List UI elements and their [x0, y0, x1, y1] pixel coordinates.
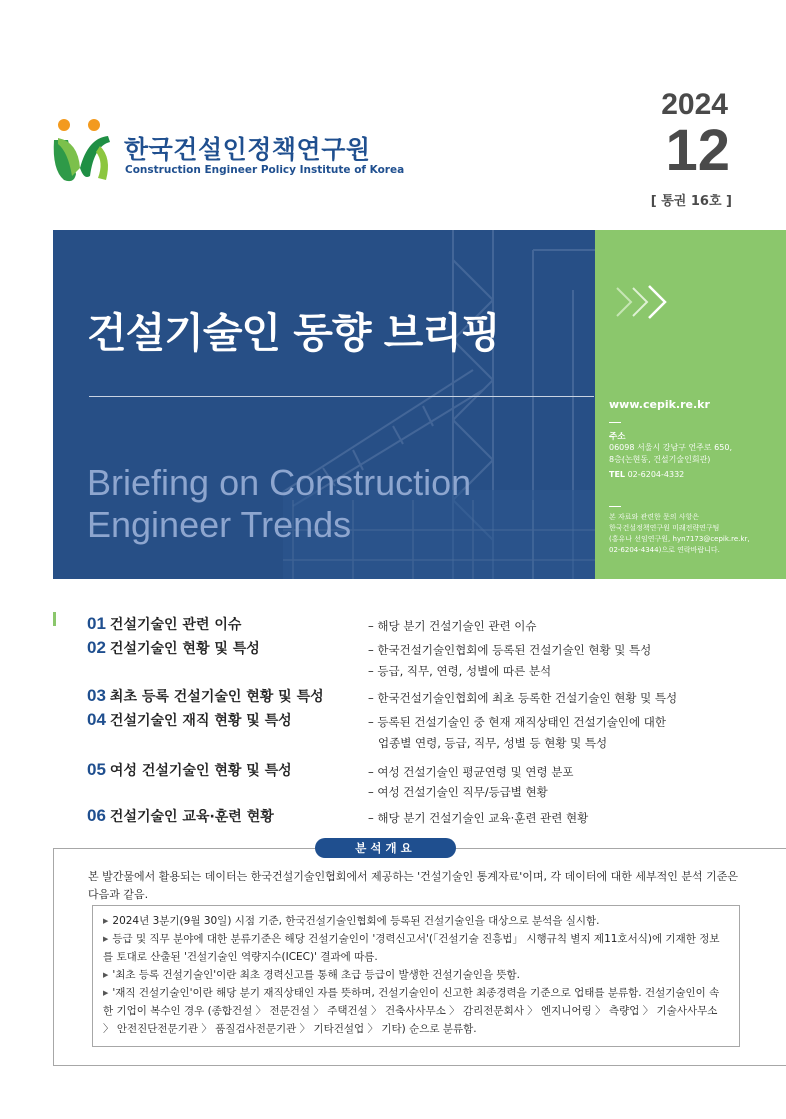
- institute-logo: [50, 118, 114, 184]
- address-label: 주소: [609, 432, 626, 442]
- toc-title: 여성 건설기술인 현황 및 특성: [109, 763, 292, 779]
- toc-description: – 여성 건설기술인 평균연령 및 연령 분포: [368, 765, 574, 779]
- analysis-overview-label: 분석개요: [315, 838, 456, 858]
- criteria-text: '재직 건설기술인'이란 해당 분기 재직상태인 자를 뜻하며, 건설기술인이 신고한 최종경력을 기준으로 업태를 분류함. 건설기술인이 속한 기업이 복수인 경우 (종합건설 〉 전문건설 〉 주택건설 〉 건축사사무소 〉 감리전문회사 〉 엔지니어링 〉 측량업 〉 기술사사무소 〉 안전진단전문기관 〉 품질검사전문기관 〉 기타건설업 〉 기타) 순으로 분류함.: [103, 987, 720, 1035]
- criteria-item: [103, 912, 729, 930]
- issue-year: 2024: [661, 88, 728, 121]
- report-title-english: [87, 462, 471, 546]
- toc-description: – 해당 분기 건설기술인 교육·훈련 관련 현황: [368, 811, 589, 825]
- telephone: [609, 470, 684, 479]
- toc-title: 건설기술인 재직 현황 및 특성: [109, 713, 292, 729]
- banner-title-panel: [53, 230, 595, 579]
- toc-number: 01: [87, 614, 106, 633]
- toc-title: 건설기술인 현황 및 특성: [109, 641, 260, 657]
- toc-item: [87, 614, 241, 634]
- title-divider: [89, 396, 594, 397]
- contact-line: (홍유나 선임연구원, hyn7173@cepik.re.kr,: [609, 535, 750, 543]
- title-en-line: Engineer Trends: [87, 504, 352, 545]
- website-url: www.cepik.re.kr: [609, 398, 710, 411]
- toc-item: [87, 760, 292, 780]
- contact-line: 본 자료와 관련한 문의 사항은: [609, 513, 700, 521]
- toc-item: [87, 806, 274, 826]
- triangle-bullet-icon: ▶: [103, 971, 109, 979]
- toc-description: – 해당 분기 건설기술인 관련 이슈: [368, 619, 537, 633]
- title-en-line: Briefing on Construction: [87, 462, 472, 503]
- toc-number: 06: [87, 806, 106, 825]
- report-title-korean: 건설기술인 동향 브리핑: [87, 309, 500, 357]
- divider: [609, 422, 621, 423]
- criteria-text: 2024년 3분기(9월 30일) 시점 기준, 한국건설기술인협회에 등록된 건설기술인을 대상으로 분석을 실시함.: [112, 915, 600, 927]
- banner-info-panel: [595, 230, 786, 579]
- toc-title: 최초 등록 건설기술인 현황 및 특성: [109, 689, 324, 705]
- triangle-bullet-icon: ▶: [103, 935, 109, 943]
- analysis-intro: 본 발간물에서 활용되는 데이터는 한국건설기술인협회에서 제공하는 '건설기술인 통계자료'이며, 각 데이터에 대한 세부적인 분석 기준은 다음과 같음.: [88, 870, 739, 901]
- contact-line: 한국건설정책연구원 미래전략연구팀: [609, 524, 720, 532]
- criteria-text: '최초 등록 건설기술인'이란 최초 경력신고를 통해 초급 등급이 발생한 건설기술인을 뜻함.: [112, 969, 521, 981]
- cover-banner: [53, 230, 786, 579]
- criteria-item: [103, 984, 729, 1038]
- toc-number: 04: [87, 710, 106, 729]
- criteria-box: [92, 905, 740, 1047]
- address-line: 06098 서울시 강남구 언주로 650,: [609, 443, 732, 452]
- divider: [609, 506, 621, 507]
- toc-number: 03: [87, 686, 106, 705]
- issue-number: [ 통권 16호 ]: [650, 194, 732, 209]
- criteria-item: [103, 930, 729, 966]
- toc-description: – 한국건설기술인협회에 등록된 건설기술인 현황 및 특성: [368, 643, 652, 657]
- toc-item: [87, 638, 260, 658]
- toc-item: [87, 686, 324, 706]
- tel-number: 02-6204-4332: [627, 470, 685, 479]
- tel-label: TEL: [609, 470, 626, 479]
- triangle-bullet-icon: ▶: [103, 917, 109, 925]
- toc-title: 건설기술인 교육·훈련 현황: [109, 809, 274, 825]
- criteria-text: 등급 및 직무 분야에 대한 분류기준은 해당 건설기술인이 '경력신고서'(「건설기술 진흥법」 시행규칙 별지 제11호서식)에 기재한 정보를 토대로 산출된 '건설기술인 역량지수(ICEC)' 결과에 따름.: [103, 933, 720, 963]
- toc-description: 업종별 연령, 등급, 직무, 성별 등 현황 및 특성: [378, 736, 608, 750]
- toc-accent-bar: [53, 612, 56, 626]
- toc-description: – 등록된 건설기술인 중 현재 재직상태인 건설기술인에 대한: [368, 715, 666, 729]
- org-name-korean: 한국건설인정책연구원: [124, 135, 371, 164]
- toc-description: – 한국건설기술인협회에 최초 등록한 건설기술인 현황 및 특성: [368, 691, 678, 705]
- toc-description: – 등급, 직무, 연령, 성별에 따른 분석: [368, 664, 552, 678]
- toc-number: 05: [87, 760, 106, 779]
- chevron-right-icon: [613, 282, 683, 322]
- issue-month: 12: [665, 118, 730, 183]
- toc-number: 02: [87, 638, 106, 657]
- contact-line: 02-6204-4344)으로 연락바랍니다.: [609, 546, 720, 554]
- triangle-bullet-icon: ▶: [103, 989, 109, 997]
- toc-description: – 여성 건설기술인 직무/등급별 현황: [368, 785, 548, 799]
- criteria-item: [103, 966, 729, 984]
- address-line: 8층(논현동, 건설기술인회관): [609, 455, 711, 464]
- toc-item: [87, 710, 292, 730]
- org-name-english: Construction Engineer Policy Institute of Korea: [125, 164, 405, 176]
- toc-title: 건설기술인 관련 이슈: [109, 617, 242, 633]
